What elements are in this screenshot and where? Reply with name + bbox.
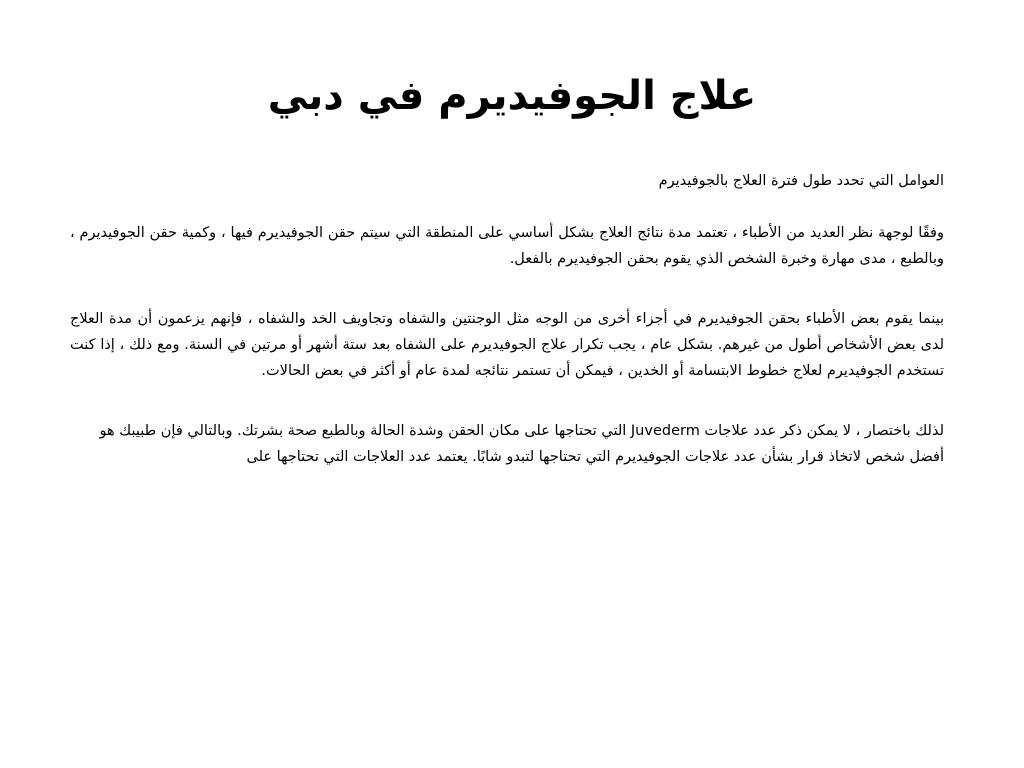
paragraph-1: وفقًا لوجهة نظر العديد من الأطباء ، تعتمد مدة نتائج العلاج بشكل أساسي على المنطقة التي سيتم حقن الجوفيديرم فيها ، وكمية حقن الجوفيديرم ، وبالطبع ، مدى مهارة وخبرة الشخص الذي يقوم بحقن الجوفيديرم بالفعل. <box>70 225 944 267</box>
paragraph-2: بينما يقوم بعض الأطباء بحقن الجوفيديرم في أجزاء أخرى من الوجه مثل الوجنتين والشفاه وتجاويف الخد والشفاه ، فإنهم يزعمون أن مدة العلاج لدى بعض الأشخاص أطول من غيرهم. بشكل عام ، يجب تكرار علاج الجوفيديرم على الشفاه بعد ستة أشهر أو مرتين في السنة. ومع ذلك ، إذا كنت تستخدم الجوفيديرم لعلاج خطوط الابتسامة أو الخدين ، فيمكن أن تستمر نتائجه لمدة عام أو أكثر في بعض الحالات. <box>70 311 944 379</box>
slide-title: علاج الجوفيديرم في دبي <box>267 73 757 119</box>
slide-body <box>70 168 944 504</box>
paragraph-3-text-start: لذلك باختصار ، لا يمكن ذكر عدد علاجات <box>699 423 944 439</box>
brand-name: Juvederm <box>630 423 700 439</box>
paragraph-3-text-end: التي تحتاجها على مكان الحقن وشدة الحالة وبالطبع صحة بشرتك. وبالتالي فإن طبيبك هو أفضل شخص لاتخاذ قرار بشأن عدد علاجات الجوفيديرم التي تحتاجها لتبدو شابًا. يعتمد عدد العلاجات التي تحتاجها على <box>99 423 944 465</box>
section-heading: العوامل التي تحدد طول فترة العلاج بالجوفيديرم <box>658 173 944 189</box>
paragraph-3 <box>70 418 944 470</box>
